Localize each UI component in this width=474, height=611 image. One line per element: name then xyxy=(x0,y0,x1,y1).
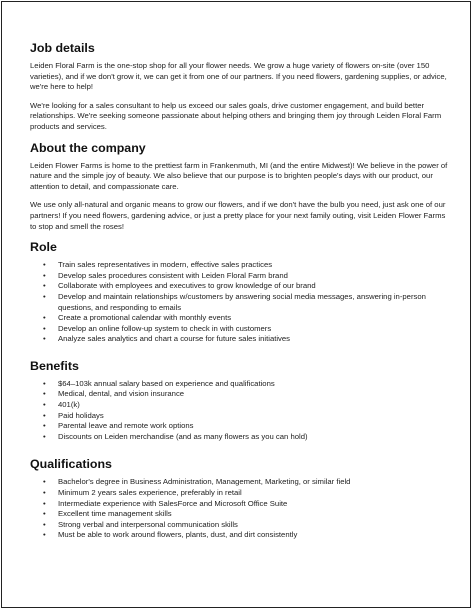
about-heading: About the company xyxy=(30,140,146,155)
list-item xyxy=(30,281,450,292)
bullet-icon: • xyxy=(43,334,46,344)
bullet-icon: • xyxy=(43,477,46,487)
job-details-paragraph-1: Leiden Floral Farm is the one-stop shop for all your flower needs. We grow a huge variety of flowers on-site (over 150 varieties), and if we don't grow it, we can get it from one of our partners. If you need flowers, gardening supplies, or advice, we're here to help! xyxy=(30,61,447,92)
job-posting xyxy=(30,41,450,541)
list-item xyxy=(30,530,450,541)
list-item-text: Bachelor's degree in Business Administration, Management, Marketing, or similar field xyxy=(58,477,351,487)
bullet-icon: • xyxy=(43,400,46,410)
list-item-text: Medical, dental, and vision insurance xyxy=(58,389,185,399)
list-item xyxy=(30,400,450,411)
list-item xyxy=(30,260,450,271)
bullet-icon: • xyxy=(43,498,46,508)
list-item-text: Train sales representatives in modern, effective sales practices xyxy=(58,260,273,270)
bullet-icon: • xyxy=(43,519,46,529)
job-details-heading: Job details xyxy=(30,41,95,55)
list-item-text: Must be able to work around flowers, plants, dust, and dirt consistently xyxy=(58,530,298,540)
list-item-text: Analyze sales analytics and chart a course for future sales initiatives xyxy=(58,334,291,344)
list-item-text: Intermediate experience with SalesForce and Microsoft Office Suite xyxy=(58,498,288,508)
list-item-text: Minimum 2 years sales experience, preferably in retail xyxy=(58,488,242,498)
section-about-company xyxy=(30,141,450,233)
bullet-icon: • xyxy=(43,378,46,388)
benefits-heading: Benefits xyxy=(30,358,79,373)
list-item xyxy=(30,324,450,335)
bullet-icon: • xyxy=(43,530,46,540)
about-paragraph-2: We use only all-natural and organic means to grow our flowers, and if we don't have the bulb you need, just ask one of our partners! If you need flowers, gardening advice, or just a pretty place for your next family outing, visit Leiden Flower Farms to stop and smell the roses! xyxy=(30,200,446,231)
list-item xyxy=(30,432,450,443)
bullet-icon: • xyxy=(43,281,46,291)
list-item-text: Develop and maintain relationships w/customers by answering social media messages, answering in-person questions, and responding to emails xyxy=(58,291,426,312)
job-details-paragraph-2: We're looking for a sales consultant to help us exceed our sales goals, drive customer engagement, and build better relationships. We're seeking someone passionate about helping others and bringing them joy through Leiden Floral Farm products and services. xyxy=(30,100,442,131)
role-list xyxy=(30,260,450,345)
bullet-icon: • xyxy=(43,431,46,441)
bullet-icon: • xyxy=(43,389,46,399)
list-item-text: 401(k) xyxy=(58,400,80,410)
list-item-text: $64–103k annual salary based on experience and qualifications xyxy=(58,378,275,388)
list-item xyxy=(30,499,450,510)
list-item-text: Discounts on Leiden merchandise (and as many flowers as you can hold) xyxy=(58,431,308,441)
list-item xyxy=(30,488,450,499)
qualifications-list xyxy=(30,477,450,541)
bullet-icon: • xyxy=(43,270,46,280)
list-item xyxy=(30,509,450,520)
list-item-text: Paid holidays xyxy=(58,410,104,420)
list-item xyxy=(30,379,450,390)
list-item xyxy=(30,421,450,432)
list-item xyxy=(30,313,450,324)
list-item-text: Excellent time management skills xyxy=(58,509,172,519)
list-item xyxy=(30,477,450,488)
role-heading: Role xyxy=(30,240,57,255)
list-item xyxy=(30,389,450,400)
list-item-text: Strong verbal and interpersonal communication skills xyxy=(58,519,238,529)
qualifications-heading: Qualifications xyxy=(30,457,112,472)
list-item-text: Create a promotional calendar with monthly events xyxy=(58,313,232,323)
bullet-icon: • xyxy=(43,291,46,301)
list-item-text: Collaborate with employees and executives to grow knowledge of our brand xyxy=(58,281,316,291)
list-item xyxy=(30,271,450,282)
benefits-list xyxy=(30,379,450,443)
list-item xyxy=(30,411,450,422)
bullet-icon: • xyxy=(43,410,46,420)
list-item xyxy=(30,520,450,531)
list-item-text: Develop an online follow-up system to check in with customers xyxy=(58,323,272,333)
bullet-icon: • xyxy=(43,488,46,498)
section-qualifications xyxy=(30,457,450,541)
section-job-details xyxy=(30,41,450,133)
list-item xyxy=(30,292,450,313)
bullet-icon: • xyxy=(43,260,46,270)
section-role xyxy=(30,240,450,345)
bullet-icon: • xyxy=(43,313,46,323)
bullet-icon: • xyxy=(43,323,46,333)
section-benefits xyxy=(30,359,450,443)
list-item-text: Parental leave and remote work options xyxy=(58,421,194,431)
list-item-text: Develop sales procedures consistent with Leiden Floral Farm brand xyxy=(58,270,288,280)
list-item xyxy=(30,334,450,345)
bullet-icon: • xyxy=(43,509,46,519)
bullet-icon: • xyxy=(43,421,46,431)
about-paragraph-1: Leiden Flower Farms is home to the prettiest farm in Frankenmuth, MI (and the entire Midwest)! We believe in the power of nature and the simple joy of beauty. We also believe that our purpose is to brighten people's days with our product, our attention to detail, and compassionate care. xyxy=(30,160,448,191)
